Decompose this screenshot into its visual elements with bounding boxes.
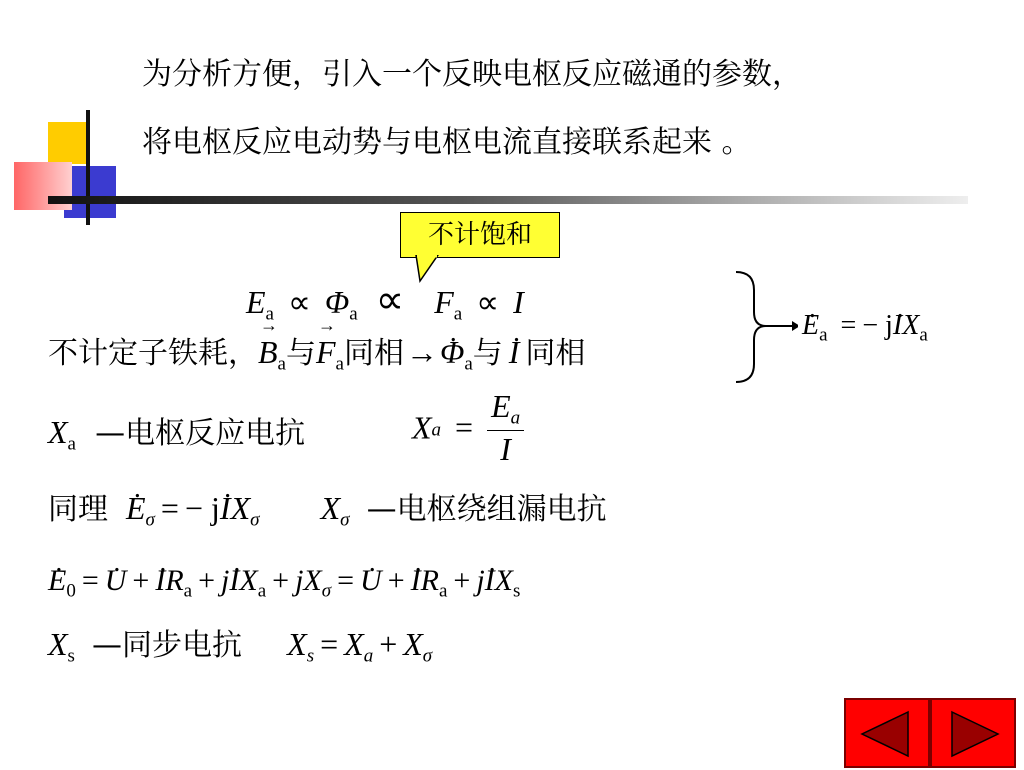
next-slide-button[interactable] <box>930 698 1016 768</box>
leakage-label: —电枢绕组漏电抗 <box>366 492 607 527</box>
symbol-I: I <box>513 284 524 320</box>
right-brace <box>718 268 798 386</box>
symbol-E: E <box>246 284 266 320</box>
phasor-U: . U <box>105 566 127 596</box>
logo-vertical-bar <box>86 110 90 225</box>
fraction-numerator <box>487 390 524 431</box>
symbol-F: F <box>434 284 454 320</box>
phasor-E: . E <box>48 566 66 596</box>
xs-definition <box>48 628 432 668</box>
symbol-R: R <box>420 564 439 597</box>
xa-definition <box>48 416 305 456</box>
symbol-X: X <box>494 564 513 597</box>
symbol-X: X <box>320 490 341 526</box>
sub-a: a <box>464 353 473 375</box>
symbol-X: X <box>412 409 432 446</box>
plus-symbol: + <box>379 626 398 662</box>
phase-relation-line <box>48 336 585 376</box>
equals-symbol: = <box>337 564 355 597</box>
sub-sigma: σ <box>321 580 332 602</box>
phasor-I: . I <box>229 566 239 596</box>
word-yu: 与 <box>285 336 316 371</box>
voltage-equation <box>48 566 520 601</box>
phasor-E: . E <box>126 492 146 524</box>
sub-s: s <box>67 645 75 667</box>
sub-a: a <box>453 303 463 325</box>
symbol-X: X <box>303 564 322 597</box>
fraction <box>487 390 524 465</box>
sub-sigma: σ <box>250 509 260 531</box>
leakage-prefix: 同理 <box>48 492 108 527</box>
prop-symbol: ∝ <box>476 284 500 320</box>
equals-symbol: = <box>81 564 99 597</box>
sub-a: a <box>265 303 274 325</box>
phasor-U: . U <box>360 566 382 596</box>
logo-yellow-square <box>48 122 90 164</box>
xa-label: —电枢反应电抗 <box>95 416 306 451</box>
triangle-left-icon <box>846 700 928 766</box>
word-yu: 与 <box>472 336 503 371</box>
phasor-E: . E <box>802 312 819 340</box>
sub-a-italic: a <box>431 419 442 441</box>
sub-a: a <box>819 324 828 346</box>
equals-symbol: = <box>455 409 474 446</box>
intro-line-2: 将电枢反应电动势与电枢电流直接联系起来 。 <box>142 125 752 160</box>
plus-symbol: + <box>272 564 290 597</box>
vector-B: → B <box>258 336 278 368</box>
phasor-I: . I <box>485 566 495 596</box>
plus-symbol: + <box>198 564 216 597</box>
sub-sigma: σ <box>422 645 433 667</box>
symbol-X: X <box>230 490 251 526</box>
symbol-j: j <box>221 564 230 597</box>
sub-a: a <box>349 303 358 325</box>
sub-a: a <box>183 580 193 602</box>
prop-symbol-large: ∝ <box>375 277 405 322</box>
intro-line-1: 为分析方便，引入一个反映电枢反应磁通的参数， <box>142 57 802 92</box>
symbol-X: X <box>287 626 307 662</box>
symbol-j: j <box>295 564 304 597</box>
sub-0: 0 <box>66 580 76 602</box>
vector-F: → F <box>316 336 336 368</box>
phasor-I: . I <box>411 566 421 596</box>
symbol-X: X <box>48 414 68 450</box>
saturation-callout: 不计饱和 <box>400 212 560 258</box>
header-rule <box>48 196 968 204</box>
sub-a: a <box>919 324 928 346</box>
equals-symbol: = <box>840 310 857 341</box>
proportionality-relation <box>246 277 524 325</box>
xs-label: —同步电抗 <box>92 628 243 663</box>
prop-symbol: ∝ <box>287 284 311 320</box>
plus-symbol: + <box>453 564 471 597</box>
word-tongxiang: 同相 <box>343 336 404 371</box>
symbol-R: R <box>165 564 184 597</box>
sub-a: a <box>67 433 76 455</box>
xa-formula <box>412 390 524 465</box>
phasor-I: . I <box>220 492 231 524</box>
fraction-denominator: I <box>500 430 511 467</box>
phasor-Phi: . Φ <box>440 336 464 368</box>
symbol-X: X <box>403 626 423 662</box>
previous-slide-button[interactable] <box>844 698 930 768</box>
symbol-j: j <box>476 564 485 597</box>
plus-symbol: + <box>132 564 150 597</box>
phase-prefix: 不计定子铁耗， <box>48 336 258 371</box>
symbol-Phi: Φ <box>324 284 350 320</box>
symbol-X: X <box>239 564 258 597</box>
triangle-right-icon <box>932 700 1014 766</box>
minus-j: − j <box>862 310 893 341</box>
phasor-I: . I <box>155 566 165 596</box>
equals-symbol: = <box>320 626 339 662</box>
plus-symbol: + <box>387 564 405 597</box>
phasor-I: . I <box>509 336 520 368</box>
sub-a: a <box>335 353 344 375</box>
leakage-reactance-line <box>48 492 607 532</box>
minus-j: − j <box>184 490 220 526</box>
sub-a: a <box>438 580 448 602</box>
phasor-I: . I <box>893 312 902 340</box>
symbol-X: X <box>48 626 68 662</box>
symbol-X: X <box>902 310 920 341</box>
sub-s-italic: s <box>306 645 315 667</box>
sub-a: a <box>257 580 267 602</box>
equals-symbol: = <box>160 490 179 526</box>
sub-a: a <box>277 353 286 375</box>
sub-s: s <box>512 580 521 602</box>
sub-sigma: σ <box>145 509 155 531</box>
symbol-E: E <box>491 388 511 424</box>
symbol-X: X <box>344 626 364 662</box>
sub-sigma: σ <box>340 509 350 531</box>
word-tongxiang: 同相 <box>525 336 586 371</box>
arrow-symbol: → <box>405 334 438 370</box>
armature-reaction-emf-eq <box>802 312 928 345</box>
sub-a-italic: a <box>363 645 374 667</box>
sub-a-italic: a <box>510 407 521 429</box>
